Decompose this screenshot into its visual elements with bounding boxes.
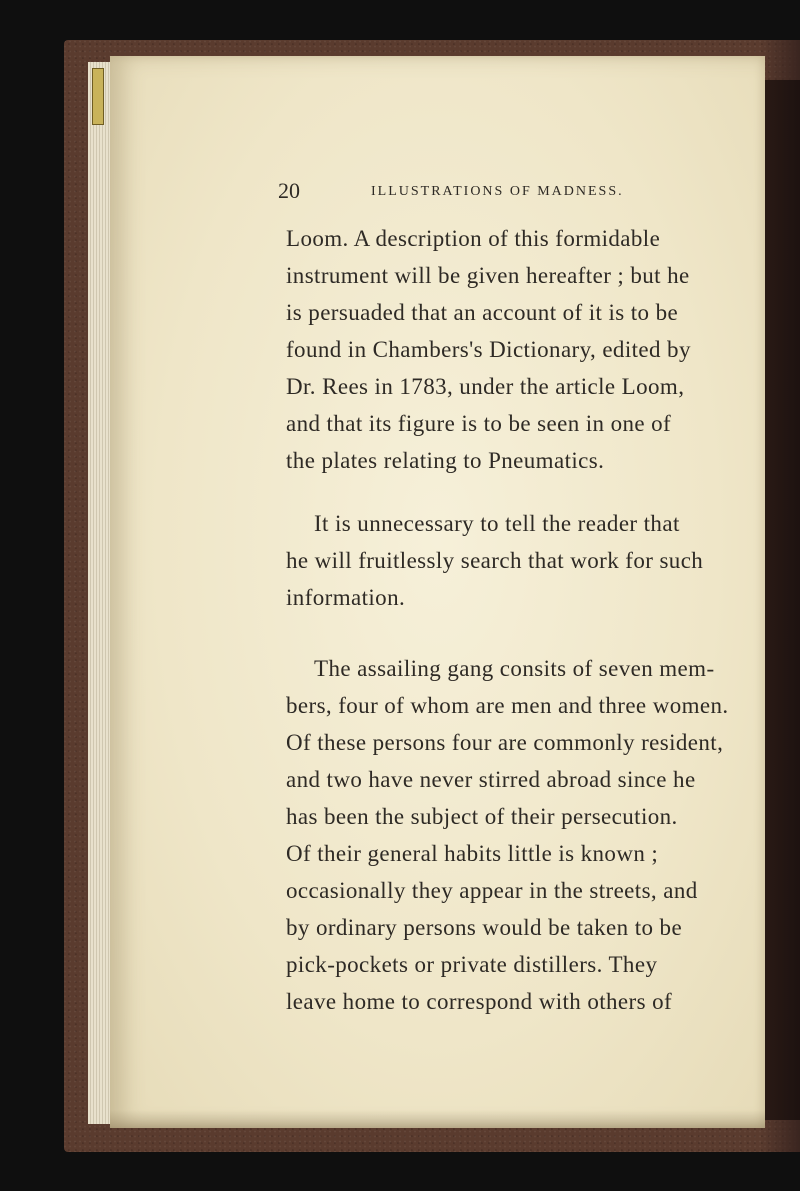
- text-line: pick-pockets or private distillers. They: [286, 952, 658, 977]
- text-line: It is unnecessary to tell the reader that: [314, 511, 680, 536]
- text-line: The assailing gang consits of seven mem-: [314, 656, 715, 681]
- running-head: [278, 172, 716, 208]
- facing-page-shadow: [762, 80, 800, 1120]
- text-line: by ordinary persons would be taken to be: [286, 915, 683, 940]
- text-line: the plates relating to Pneumatics.: [286, 448, 605, 473]
- page-text: [278, 172, 729, 1020]
- text-line: leave home to correspond with others of: [286, 989, 673, 1014]
- text-line: occasionally they appear in the streets, and: [286, 878, 698, 903]
- text-line: Loom. A description of this formidable: [286, 226, 661, 251]
- text-line: and that its figure is to be seen in one of: [286, 411, 672, 436]
- text-line: Dr. Rees in 1783, under the article Loom,: [286, 374, 685, 399]
- paragraph-3: [286, 650, 729, 1020]
- page-bottom-shadow: [110, 1110, 765, 1128]
- text-line: and two have never stirred abroad since he: [286, 767, 696, 792]
- text-line: found in Chambers's Dictionary, edited by: [286, 337, 691, 362]
- text-line: he will fruitlessly search that work for such: [286, 548, 704, 573]
- paragraph-gap: [286, 616, 716, 650]
- paragraph-1: [286, 220, 716, 479]
- running-head-title: ILLUSTRATIONS OF MADNESS.: [371, 184, 624, 199]
- paragraph-2: [286, 505, 716, 616]
- text-line: has been the subject of their persecution.: [286, 804, 678, 829]
- text-line: bers, four of whom are men and three women.: [286, 693, 729, 718]
- spine-label-tab: [92, 68, 104, 125]
- paragraph-gap: [286, 479, 716, 505]
- text-line: is persuaded that an account of it is to be: [286, 300, 679, 325]
- text-line: Of their general habits little is known ;: [286, 841, 659, 866]
- text-line: Of these persons four are commonly resident,: [286, 730, 724, 755]
- text-line: information.: [286, 585, 406, 610]
- text-line: instrument will be given hereafter ; but he: [286, 263, 690, 288]
- page-number: 20: [278, 178, 300, 203]
